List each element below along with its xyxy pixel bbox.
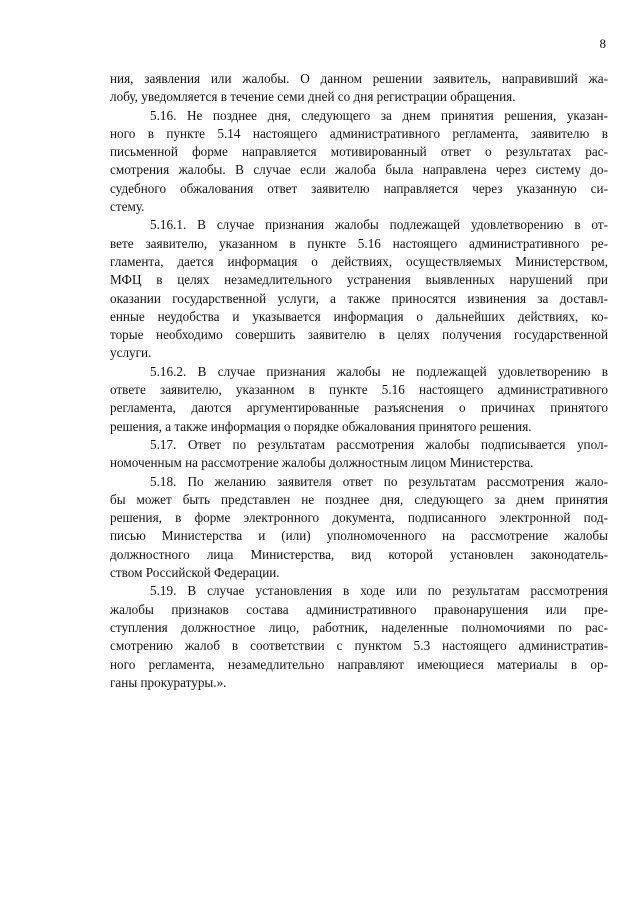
paragraph-line: судебного обжалования ответ заявителю направляется через указанную си-: [110, 180, 608, 196]
page-number: 8: [599, 36, 606, 51]
paragraph-line: решения, в форме электронного документа, подписанного электронной под-: [110, 510, 608, 526]
paragraph-line: 5.18. По желанию заявителя ответ по результатам рассмотрения жало-: [150, 473, 608, 489]
paragraph-line: смотрению жалоб в соответствии с пунктом 5.3 настоящего административ-: [110, 638, 608, 654]
paragraph-line: ганы прокуратуры.».: [110, 674, 227, 690]
paragraph-line: ного регламента, незамедлительно направляют имеющиеся материалы в ор-: [110, 656, 608, 672]
paragraph-line: ного в пункте 5.14 настоящего административного регламента, заявителю в: [110, 125, 608, 141]
paragraph-line: вете заявителю, указанном в пункте 5.16 настоящего административного ре-: [110, 235, 608, 251]
paragraph-line: решения, а также информация о порядке обжалования принятого решения.: [110, 418, 532, 434]
paragraph-line: оказании государственной услуги, а также приносятся извинения за доставл-: [110, 290, 608, 306]
paragraph-line: услуги.: [110, 345, 152, 361]
paragraph-line: гламента, дается информация о действиях, осуществляемых Министерством,: [110, 253, 608, 269]
paragraph-line: номоченным на рассмотрение жалобы должностным лицом Министерства.: [110, 455, 534, 471]
paragraph-line: ответе заявителю, указанном в пункте 5.16 настоящего административного: [110, 382, 608, 398]
paragraph-line: 5.16.2. В случае признания жалобы не подлежащей удовлетворению в: [150, 363, 608, 379]
paragraph-line: ступления должностное лицо, работник, наделенные полномочиями по рас-: [110, 619, 608, 635]
paragraph-line: ством Российской Федерации.: [110, 565, 280, 581]
paragraph-line: писью Министерства и (или) уполномоченного на рассмотрение жалобы: [110, 528, 608, 544]
paragraph-line: 5.19. В случае установления в ходе или по результатам рассмотрения: [150, 583, 608, 599]
paragraph-line: лобу, уведомляется в течение семи дней со дня регистрации обращения.: [110, 89, 516, 105]
paragraph-line: смотрения жалобы. В случае если жалоба была направлена через систему до-: [110, 162, 608, 178]
paragraph-line: стему.: [110, 199, 145, 215]
paragraph-line: 5.16.1. В случае признания жалобы подлежащей удовлетворению в от-: [150, 217, 608, 233]
paragraph-line: письменной форме направляется мотивированный ответ о результатах рас-: [110, 144, 608, 160]
paragraph-line: должностного лица Министерства, вид которой установлен законодатель-: [110, 546, 608, 562]
paragraph-line: 5.16. Не позднее дня, следующего за днем принятия решения, указан-: [150, 107, 608, 123]
paragraph-line: бы может быть представлен не позднее дня, следующего за днем принятия: [110, 491, 608, 507]
document-body: [110, 70, 608, 692]
paragraph-line: ния, заявления или жалобы. О данном решении заявитель, направивший жа-: [110, 71, 608, 86]
paragraph-line: 5.17. Ответ по результатам рассмотрения жалобы подписывается упол-: [150, 436, 608, 452]
paragraph-line: енные неудобства и указывается информация о дальнейших действиях, ко-: [110, 308, 608, 324]
paragraph-line: жалобы признаков состава административного правонарушения или пре-: [110, 601, 608, 617]
paragraph-line: регламента, даются аргументированные разъяснения о причинах принятого: [110, 400, 608, 416]
paragraph-line: торые необходимо совершить заявителю в целях получения государственной: [110, 327, 608, 343]
paragraph-line: МФЦ в целях незамедлительного устранения выявленных нарушений при: [110, 272, 608, 288]
